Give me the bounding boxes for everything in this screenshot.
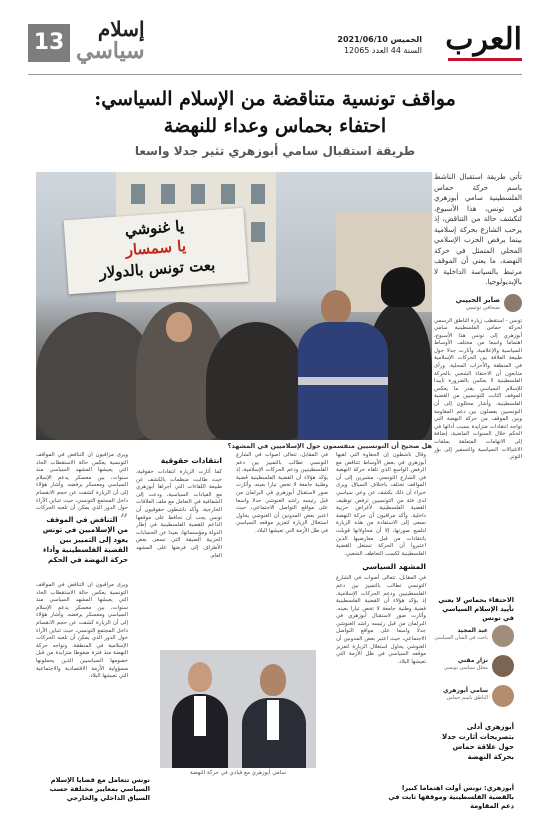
photo-face — [166, 312, 192, 342]
author-name: صابر الحبيبي — [455, 295, 500, 304]
section-title — [76, 18, 145, 62]
body-column-left-text: كما أثارت الزيارة انتقادات حقوقية، حيث طالبت منظمات بالكشف عن طبيعة اللقاءات التي أجراها أبوزهري مع القيادات السياسية، ودعت إلى الشفافية في التعامل مع ملف العلاقات الخارجية. وأكد ناشطون حقوقيون أن تونس يجب أن تحافظ على موقفها الداعم للقضية الفلسطينية في إطار الدولة ومؤسساتها، بعيدا عن الحسابات الحزبية الضيقة التي تسعى بعض الأطراف إلى فرضها على المشهد العام. — [136, 469, 222, 559]
photo-window — [161, 184, 175, 204]
body-column-mid-right-text-2: في المقابل، تتعالى أصوات في الشارع التونسي تطالب بالتمييز بين دعم الفلسطينيين ودعم الحركات الإسلامية، إذ يؤكد هؤلاء أن القضية الفلسطينية قضية وطنية جامعة لا تخص تيارا بعينه. وأثارت صور لاستقبال أبوزهري في البرلمان من قبل رئيسه راشد الغنوشي جدلا واسعا على مواقع التواصل الاجتماعي، حيث اعتبر بعض المدونين أن الغنوشي يحاول استغلال الزيارة لتعزيز موقعه السياسي في ظل الأزمة التي تعيشها البلاد. — [336, 575, 426, 665]
profile-2 — [434, 655, 514, 681]
photo-crowd — [206, 322, 306, 440]
photo-window — [131, 184, 145, 204]
secondary-photo-caption: سامي أبوزهري مع قيادي في حركة النهضة — [189, 770, 287, 776]
body-column-far-left-text: ويرى مراقبون أن التناقض في المواقف التونسية يعكس حالة الاستقطاب الحاد التي يعيشها المشهد السياسي منذ سنوات، بين معسكر يدعم الإسلام السياسي ومعسكر يرفضه. وأشار هؤلاء إلى أن الزيارة كشفت عن حجم الانقسام داخل المجتمع التونسي، حيث تتباين الآراء حول الدور الذي يمكن أن تلعبه الحركات — [36, 452, 128, 512]
photo-helmet — [381, 267, 425, 307]
body-column-far-left-bottom — [36, 582, 128, 772]
placard-line3: بعت تونس بالدولار — [98, 255, 216, 282]
newspaper-logo: العرب — [445, 22, 522, 57]
section-title-line1: إسلام — [97, 17, 145, 41]
header-divider — [28, 74, 522, 75]
headline-line1: مواقف تونسية متناقضة من الإسلام السياسي: — [94, 88, 456, 110]
article-headline — [28, 86, 522, 140]
profile-1-avatar — [492, 625, 514, 647]
pull-quote-1-text: التناقض في الموقف من الإسلاميين في تونس يعود إلى التمييز بين القضية الفلسطينية وأداء حركة النهضة في الحكم — [42, 516, 128, 564]
author-avatar — [504, 294, 522, 312]
photo2-face-right — [260, 664, 286, 696]
page-number: 13 — [28, 24, 70, 62]
protest-placard — [64, 208, 249, 294]
photo2-face-left — [188, 662, 212, 692]
article-intro: تأتي طريقة استقبال الناشط باسم حركة حماس الفلسطينية سامي أبوزهري في تونس، هذا الأسبوع، لتكشف حالة من التناقض، إذ يرحب الشارع بحركة إسلامية بينما يرفض الحزب الإسلامي المحلي المتمثل في حركة النهضة، ما يعني أن الموقف مرتبط بالسياسة الداخلية لا بالإيديولوجيا. — [434, 172, 522, 286]
issue-date: الخميس 2021/06/10 — [337, 35, 422, 44]
body-column-far-left-top — [36, 452, 128, 512]
pull-quote-4: أبوزهري: تونس أولت اهتماما كبيرا بالقضية الفلسطينية وموقفها ثابت في دعم المقاومة — [388, 784, 514, 810]
masthead — [0, 0, 550, 72]
profile-2-role: محلل سياسي تونسي — [443, 665, 488, 671]
headline-line2: احتفاء بحماس وعداء للنهضة — [163, 115, 387, 137]
placard-line1: يا غنوشي — [124, 217, 185, 240]
issue-number: السنة 44 العدد 12065 — [343, 46, 422, 55]
sidebar-quote: الاحتفاء بحماس لا يعني تأييد الإسلام السياسي في تونس — [438, 596, 514, 622]
body-column-right: تونس - استقطب زيارة الناطق الرسمي لحركة حماس الفلسطينية سامي أبوزهري إلى تونس هذا الأسبوع، اهتماما واسعا من مختلف الأوساط السياسية والإعلامية، وأثارت جدلا حول طبيعة العلاقة بين الحركات الإسلامية في المنطقة والأحزاب المحلية. ورأى متابعون أن الاحتفاء الشعبي بالحركة الفلسطينية لا يعكس بالضرورة تأييدا للإسلام السياسي بقدر ما يعكس الموقف الثابت للتونسيين من القضية الفلسطينية. وأشار محللون إلى أن التونسيين يفصلون بين دعم المقاومة وبين الموقف من حركة النهضة التي تواجه انتقادات متزايدة بسبب أدائها في الحكم خلال السنوات الماضية، إضافة إلى الاتهامات المتعلقة بملفات الاغتيالات السياسية والتسفير إلى بؤر التوتر. — [434, 317, 522, 461]
profile-1-role: باحث في الشأن السياسي — [434, 635, 488, 641]
body-column-mid — [236, 452, 328, 648]
profile-3-avatar — [492, 685, 514, 707]
secondary-photo — [160, 650, 316, 768]
photo-face — [321, 290, 351, 324]
placard-line2: يا سمسار — [125, 236, 187, 260]
photo-vest-stripe — [298, 377, 388, 385]
photo-window — [221, 184, 235, 204]
profile-3-name: سامي أبوزهري — [443, 687, 488, 694]
main-photo-caption: هل صحيح أن التونسيين منقسمون حول الإسلاميين في المشهد؟ — [227, 442, 432, 450]
body-column-mid-right — [336, 452, 426, 764]
pull-quote-2-text: أبوزهري أدلى بتصريحات أثارت جدلا حول علاقة حماس بحركة النهضة — [442, 723, 514, 761]
main-photo — [36, 172, 432, 440]
profile-2-name: نزار مقني — [457, 657, 488, 664]
issue-info — [337, 34, 422, 56]
logo-accent-bar — [448, 58, 522, 61]
pull-quote-3: تونس تتعامل مع قضايا الإسلام السياسي بمعايير مختلفة حسب السياق الداخلي والخارجي — [49, 776, 150, 802]
profile-3-role: الناطق باسم حماس — [446, 695, 488, 701]
photo-window — [191, 184, 205, 204]
body-column-left — [136, 452, 222, 648]
profile-1-name: عبد المجيد — [457, 627, 488, 634]
body-column-mid-right-text: وقال ناشطون إن الحفاوة التي لقيها أبوزهري في بعض الأوساط تتناقض مع الرفض الواسع الذي تلقاه حركة النهضة في الشارع التونسي، مشيرين إلى أن المواقف تختلف باختلاف السياق. ويرى خبراء أن ذلك يكشف عن وعي سياسي لدى فئة من التونسيين ترفض توظيف القضية الفلسطينية لأغراض حزبية داخلية. وأكد مراقبون أن حركة النهضة تسعى إلى الاستفادة من هذه الزيارة لتلميع صورتها، إلا أن محاولاتها قوبلت بانتقادات من قبل معارضيها الذين اعتبروا أن الحركة تستغل القضية الفلسطينية لكسب التعاطف الشعبي. — [336, 452, 426, 557]
pull-quote-2 — [432, 722, 514, 762]
section-title-line2: سياسي — [76, 38, 145, 64]
author-box — [434, 294, 522, 314]
profile-2-avatar — [492, 655, 514, 677]
photo2-shirt-right — [267, 700, 279, 740]
photo-window — [251, 184, 265, 204]
profile-3 — [434, 685, 514, 711]
section-heading-rights: انتقادات حقوقية — [160, 456, 222, 465]
pull-quote-1 — [36, 512, 128, 565]
section-heading-politics: المشهد السياسي — [362, 562, 426, 572]
body-column-far-left-text-2: ويرى مراقبون أن التناقض في المواقف التونسية يعكس حالة الاستقطاب الحاد التي يعيشها المشهد السياسي منذ سنوات، بين معسكر يدعم الإسلام السياسي ومعسكر يرفضه. وأشار هؤلاء إلى أن الزيارة كشفت عن حجم الانقسام داخل المجتمع التونسي، حيث تتباين الآراء حول الدور الذي يمكن أن تلعبه الحركات الإسلامية في المنطقة. وتواجه حركة النهضة منذ فترة ضغوطا متزايدة من قبل خصومها السياسيين الذين يحملونها مسؤولية الأزمة الاقتصادية والاجتماعية التي تعيشها البلاد. — [36, 582, 128, 680]
photo2-shirt-left — [194, 696, 206, 736]
profile-1 — [434, 625, 514, 651]
author-role: صحافي تونسي — [465, 304, 500, 311]
body-column-mid-text: في المقابل، تتعالى أصوات في الشارع التونسي تطالب بالتمييز بين دعم الفلسطينيين ودعم الحركات الإسلامية، إذ يؤكد هؤلاء أن القضية الفلسطينية قضية وطنية جامعة لا تخص تيارا بعينه. وأثارت صور لاستقبال أبوزهري في البرلمان من قبل رئيسه راشد الغنوشي جدلا واسعا على مواقع التواصل الاجتماعي، حيث اعتبر بعض المدونين أن الغنوشي يحاول استغلال الزيارة لتعزيز موقعه السياسي في ظل الأزمة التي تعيشها البلاد. — [236, 452, 328, 534]
quote-mark-icon: ” — [119, 512, 128, 528]
article-subheadline: طريقة استقبال سامي أبوزهري تثير جدلا واسعا — [134, 144, 416, 158]
photo-window — [251, 222, 265, 242]
